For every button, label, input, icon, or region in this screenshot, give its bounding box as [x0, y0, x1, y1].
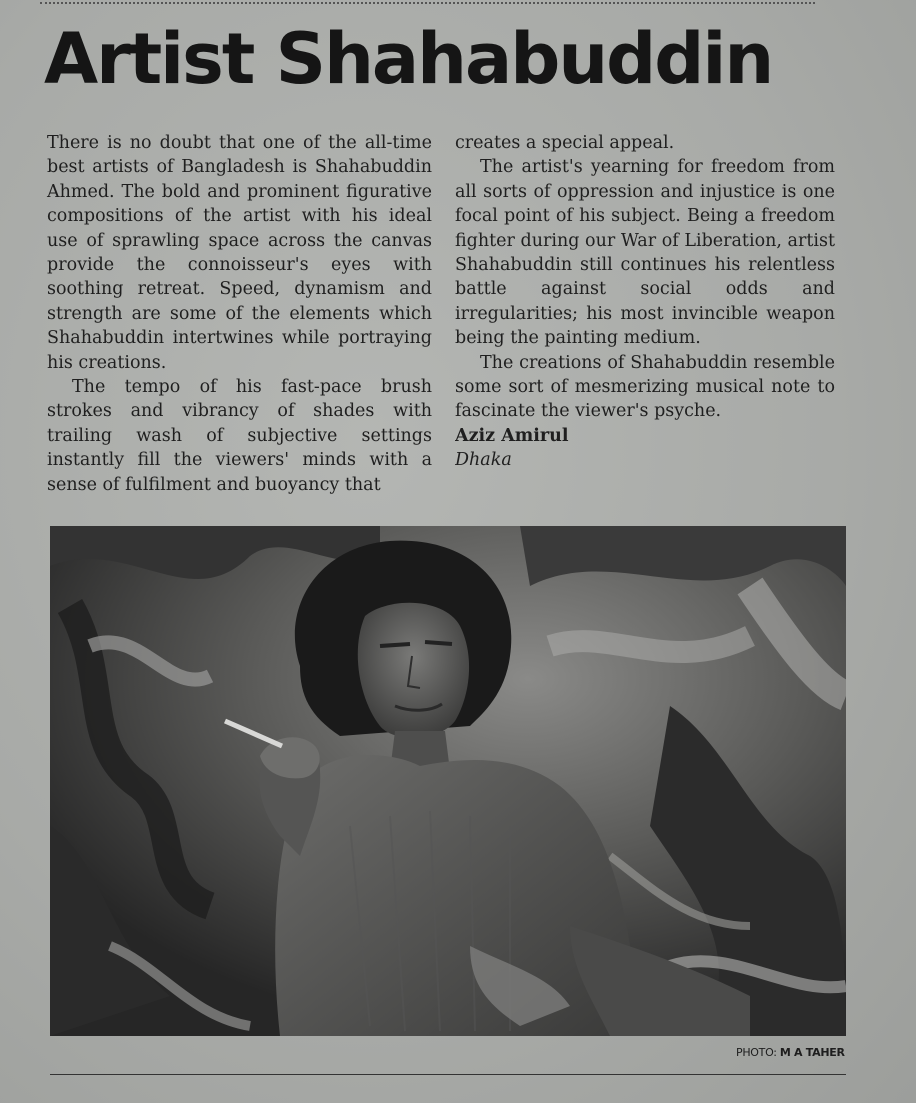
artist-photo [50, 526, 846, 1036]
paragraph-1: There is no doubt that one of the all-time best artists of Bangladesh is Shahabuddin Ahmed. The bold and prominent figurative compositions of the artist with his ideal use of sprawling space across the canvas provide the connoisseur's eyes with soothing retreat. Speed, dynamism and strength are some of the elements which Shahabuddin intertwines while portraying his creations. [47, 133, 432, 373]
top-dotted-rule [40, 2, 815, 4]
paragraph-3: The artist's yearning for freedom from all sorts of oppression and injustice is one focal point of his subject. Being a freedom fighter during our War of Liberation, artist Shahabuddin still continues his relentless battle against social odds and irregularities; his most invincible weapon being the painting medium. [455, 157, 835, 349]
photo-credit [736, 1046, 845, 1059]
artist-photo-illustration [50, 526, 846, 1036]
column-2 [455, 131, 835, 521]
photo-credit-label: PHOTO: [736, 1046, 777, 1059]
photo-credit-name: M A TAHER [779, 1046, 845, 1059]
paragraph-continuation: creates a special appeal. [455, 133, 675, 153]
paragraph-2: The tempo of his fast-pace brush strokes and vibrancy of shades with trailing wash of subjective settings instantly fill the viewers' minds with a sense of fulfilment and buoyancy that [47, 377, 432, 495]
bottom-rule [50, 1074, 846, 1075]
dateline: Dhaka [455, 450, 512, 471]
byline: Aziz Amirul [455, 425, 569, 446]
column-1 [47, 131, 432, 497]
paragraph-4: The creations of Shahabuddin resemble some sort of mesmerizing musical note to fascinate the viewer's psyche. [455, 352, 835, 422]
headline: Artist Shahabuddin [44, 18, 773, 100]
